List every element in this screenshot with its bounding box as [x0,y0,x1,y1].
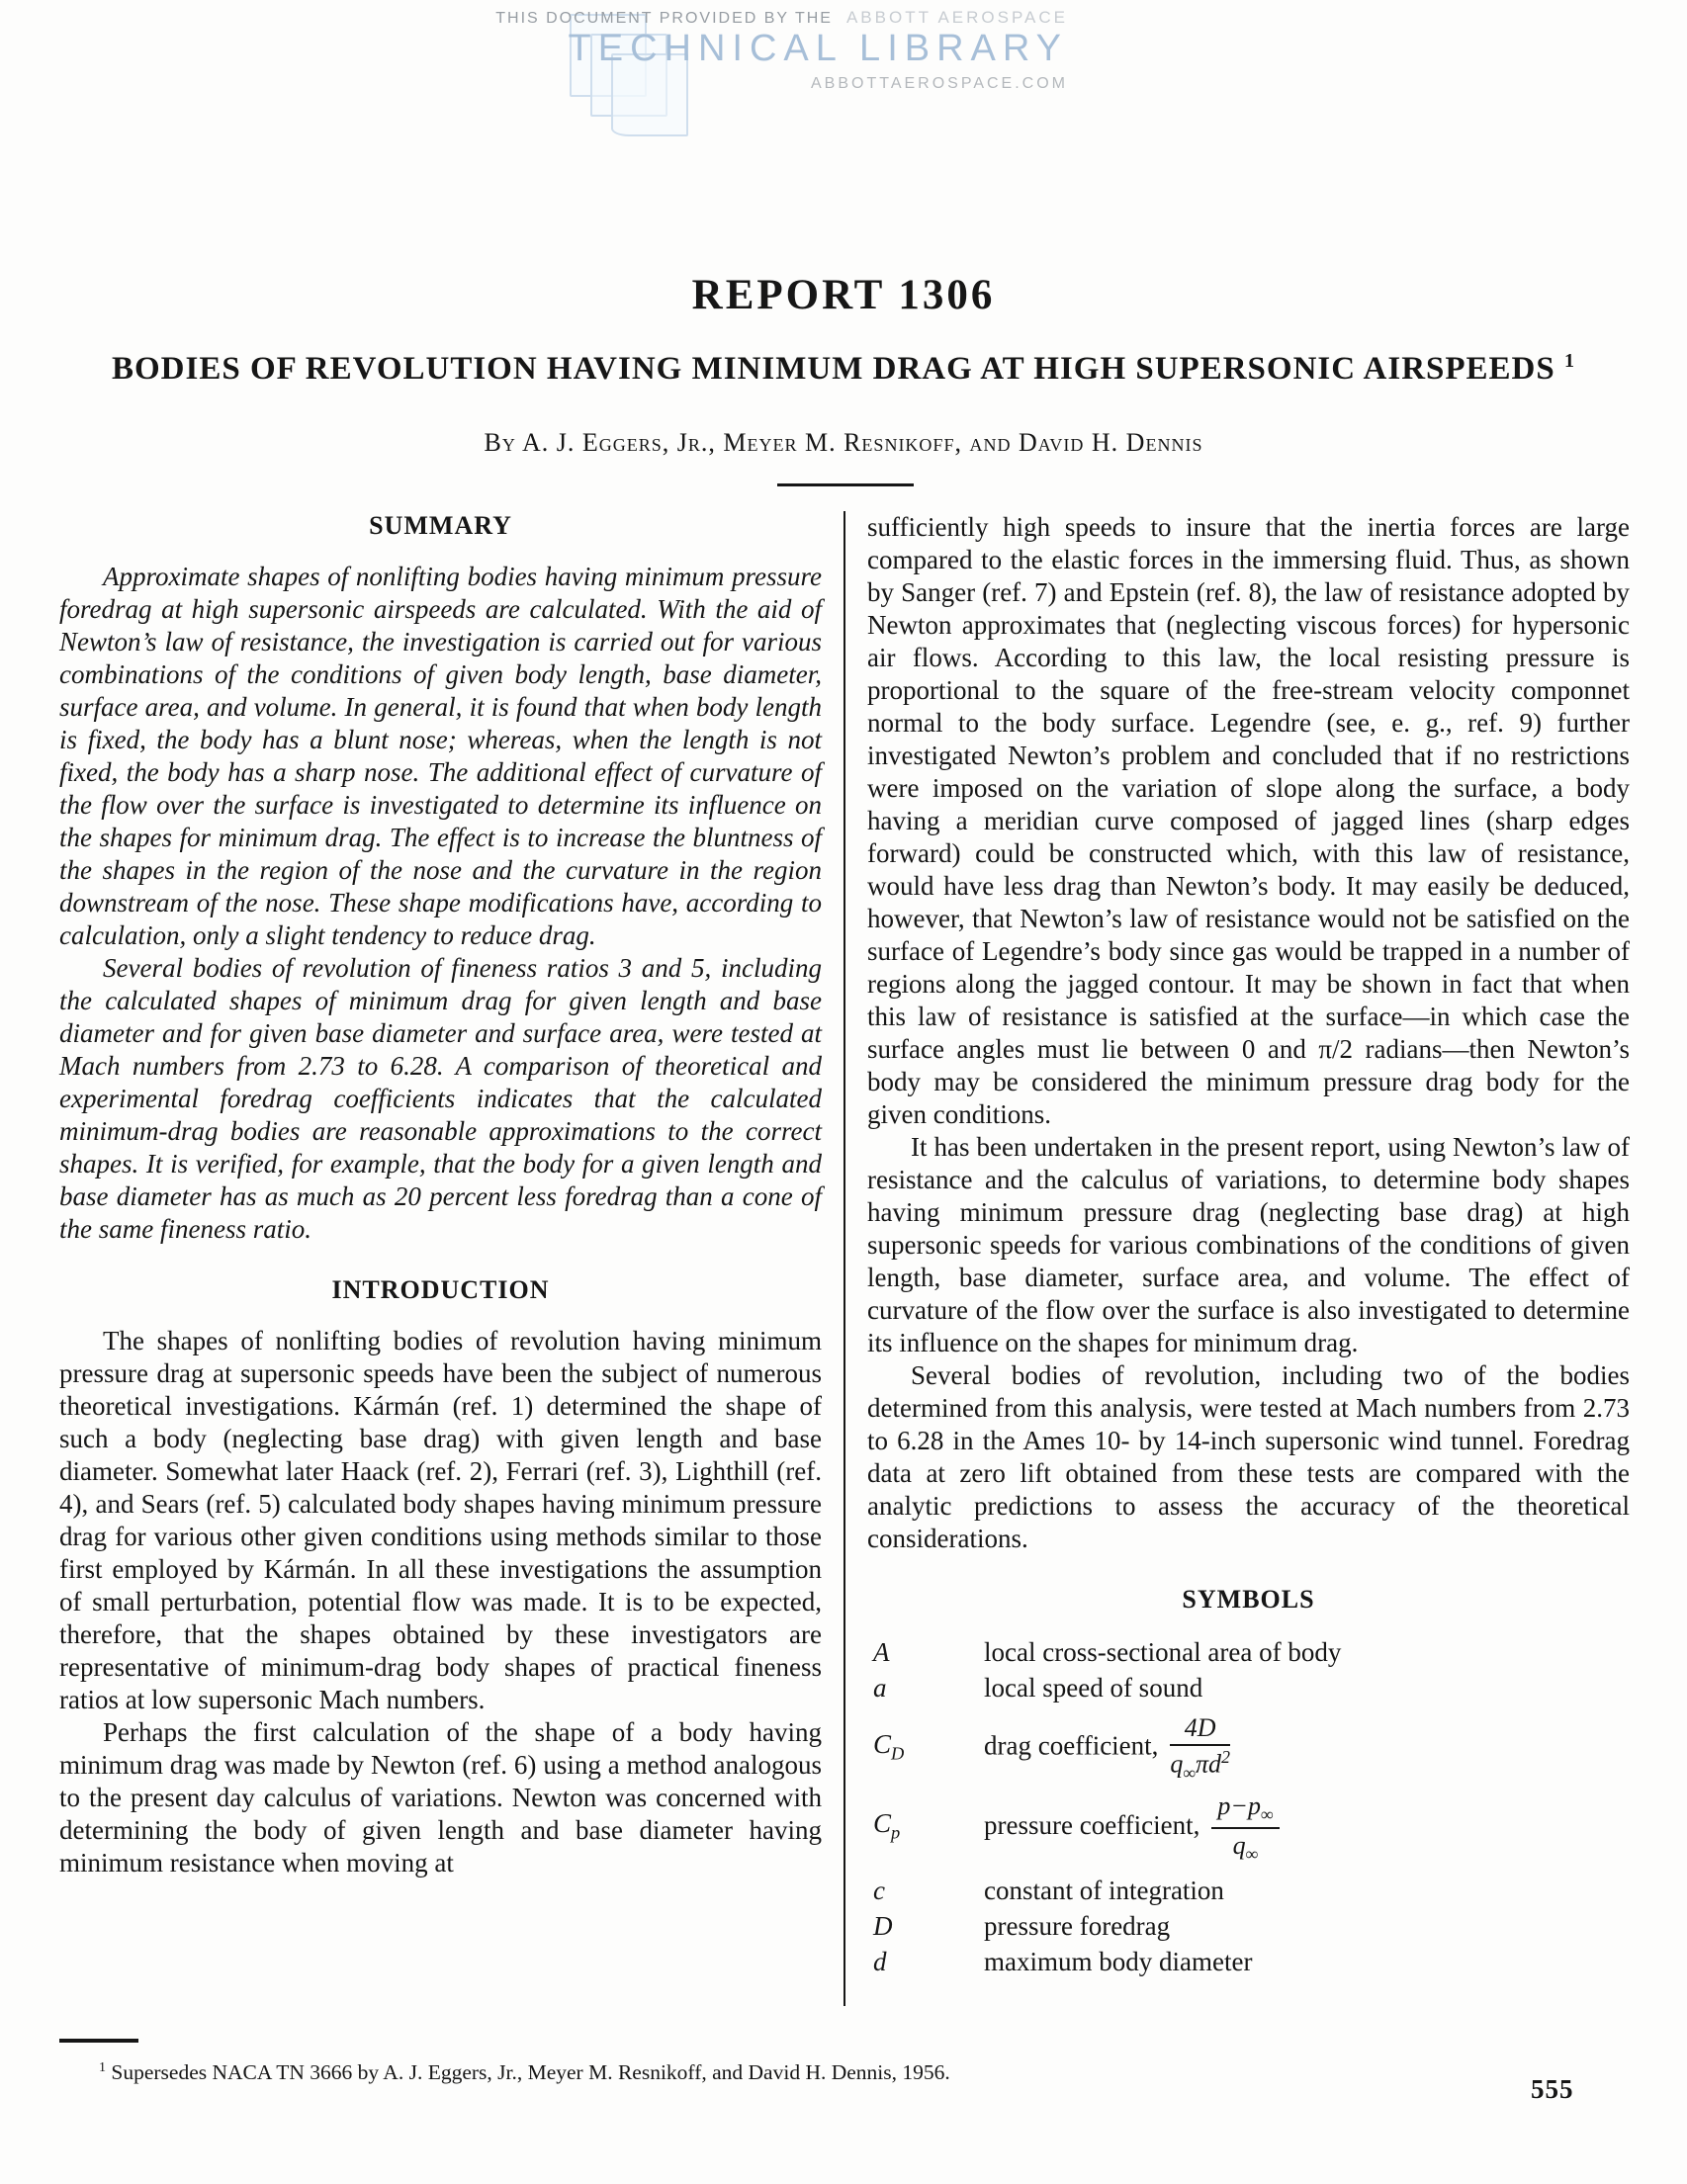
fraction-denominator: $q_\infty$ [1232,1830,1259,1864]
watermark-brand: ABBOTT AEROSPACE [845,8,1068,27]
symbol-letter: $C_p$ [873,1808,901,1843]
byline: By A. J. Eggers, Jr., Meyer M. Resnikoff, and David H. Dennis [484,428,1203,457]
symbol-row [867,1791,1630,1865]
watermark-library-title: TECHNICAL LIBRARY [568,28,1068,69]
symbol-row [867,1908,1630,1944]
symbol-row [867,1634,1630,1670]
symbol-definition: constant of integration [984,1875,1224,1905]
page-number: 555 [1531,2074,1574,2104]
title-footnote-marker: 1 [1564,350,1575,372]
summary-paragraph: Approximate shapes of nonlifting bodies having minimum pressure foredrag at high supersonic airspeeds are calculated. With the aid of Newton’s law of resistance, the investigation is carried out for various combinations of the conditions of given body length, base diameter, surface area, and volume. In general, it is found that when body length is fixed, the body has a blunt nose; whereas, when the length is not fixed, the body has a sharp nose. The additional effect of curvature of the flow over the surface is investigated to determine its influence on the shapes for minimum drag. The effect is to increase the bluntness of the shapes in the region of the nose and the curvature in the region downstream of the nose. These shape modifications have, according to calculation, only a slight tendency to reduce drag. [59,562,822,950]
watermark-provided-by: THIS DOCUMENT PROVIDED BY THE [495,10,833,27]
left-column [59,511,844,2006]
title-divider-rule [777,483,914,486]
footnote [99,2060,1266,2085]
symbol-definition: drag coefficient, $\frac{4D}{q_\infty\pi d^2}$ [984,1713,1230,1783]
fraction-denominator: $q_\infty\pi d^2$ [1170,1747,1230,1783]
right-column [845,511,1630,2006]
footnote-text: Supersedes NACA TN 3666 by A. J. Eggers, Jr., Meyer M. Resnikoff, and David H. Dennis, 1956. [111,2060,950,2085]
footnote-marker: 1 [99,2060,106,2075]
symbol-letter: d [873,1946,887,1976]
symbol-formula-fraction [1170,1713,1229,1784]
symbol-formula-fraction [1211,1791,1279,1865]
symbol-letter: D [873,1910,893,1941]
symbol-definition: pressure foredrag [984,1910,1171,1941]
symbols-list [867,1634,1630,1979]
body-paragraph: Several bodies of revolution, including two of the bodies determined from this analysis, were tested at Mach numbers from 2.73 to 6.28 in the Ames 10- by 14-inch supersonic wind tunnel. Foredrag data at zero lift obtained from these tests are compared with the analytic predictions to assess the accuracy of the theoretical considerations. [867,1360,1630,1553]
fraction-numerator: $p-p_\infty$ [1211,1791,1279,1829]
summary-paragraph: Several bodies of revolution of fineness ratios 3 and 5, including the calculated shapes of minimum drag for given length and base diameter and for given base diameter and surface area, were tested at Mach numbers from 2.73 to 6.28. A comparison of theoretical and experimental foredrag coefficients indicates that the calculated minimum-drag bodies are reasonable approximations to the correct shapes. It is verified, for example, that the body for a given length and base diameter has as much as 20 percent less foredrag than a cone of the same fineness ratio. [59,953,822,1244]
symbol-letter: A [873,1637,890,1667]
summary-heading: SUMMARY [369,511,512,540]
symbol-letter: $C_D$ [873,1728,905,1764]
watermark-provided-by-line [495,8,1068,28]
introduction-paragraph: Perhaps the first calculation of the shape of a body having minimum drag was made by Newton (ref. 6) using a method analogous to the present day calculus of variations. Newton was concerned with determining the body of given length and base diameter having minimum resistance when moving at [59,1717,822,1878]
body-paragraph: It has been undertaken in the present report, using Newton’s law of resistance and the calculus of variations, to determine body shapes having minimum pressure drag (neglecting base drag) at high supersonic speeds for various combinations of the conditions of given length, base diameter, surface area, and volume. The effect of curvature of the flow over the surface is also investigated to determine its influence on the shapes for minimum drag. [867,1132,1630,1357]
introduction-paragraph: The shapes of nonlifting bodies of revolution having minimum pressure drag at supersonic speeds have been the subject of numerous theoretical investigations. Kármán (ref. 1) determined the shape of such a body (neglecting base drag) with given length and base diameter. Somewhat later Haack (ref. 2), Ferrari (ref. 3), Lighthill (ref. 4), and Sears (ref. 5) calculated body shapes having minimum pressure drag for various other given conditions using methods similar to those first employed by Kármán. In all these investigations the assumption of small perturbation, potential flow was made. It is to be expected, therefore, that the shapes obtained by these investigators are representative of minimum-drag body shapes of practical fineness ratios at low supersonic Mach numbers. [59,1326,822,1714]
introduction-heading: INTRODUCTION [331,1275,550,1304]
footnote-rule [59,2039,138,2043]
symbol-letter: a [873,1673,887,1703]
symbol-row [867,1944,1630,1979]
fraction-numerator: 4D [1170,1713,1229,1746]
symbol-row [867,1713,1630,1784]
body-paragraph: sufficiently high speeds to insure that the inertia forces are large compared to the elastic forces in the immersing fluid. Thus, as shown by Sanger (ref. 7) and Epstein (ref. 8), the law of resistance adopted by Newton approximates that (neglecting viscous forces) for hypersonic air flows. According to this law, the local resisting pressure is proportional to the square of the free-stream velocity componnet normal to the body surface. Legendre (see, e. g., ref. 9) further investigated Newton’s problem and concluded that if no restrictions were imposed on the variation of slope along the surface, a body having a meridian curve composed of jagged lines (sharp edges forward) could be constructed which, with this law of resistance, would have less drag than Newton’s body. It may easily be deduced, however, that Newton’s law of resistance would not be satisfied on the surface of Legendre’s body since gas would be trapped in a number of regions along the jagged contour. It may be shown in fact that when this law of resistance is satisfied at the surface—in which case the surface angles must lie between 0 and π/2 radians—then Newton’s body may be considered the minimum pressure drag body for the given conditions. [867,512,1630,1129]
watermark-site-url: ABBOTTAEROSPACE.COM [811,75,1068,92]
report-main-title-text: BODIES OF REVOLUTION HAVING MINIMUM DRAG AT HIGH SUPERSONIC AIRSPEEDS [111,351,1555,387]
symbol-definition: local cross-sectional area of body [984,1637,1342,1667]
report-main-title [0,350,1687,388]
symbols-heading: SYMBOLS [1182,1585,1315,1614]
symbol-row [867,1873,1630,1908]
symbol-letter: c [873,1875,885,1905]
symbol-row [867,1670,1630,1705]
symbol-definition: maximum body diameter [984,1946,1253,1976]
two-column-body [59,511,1630,2006]
symbol-definition: local speed of sound [984,1673,1203,1703]
report-number-title: REPORT 1306 [691,272,996,318]
symbol-definition: pressure coefficient, $\frac{p-p_\infty}{q_\infty}$ [984,1791,1280,1865]
